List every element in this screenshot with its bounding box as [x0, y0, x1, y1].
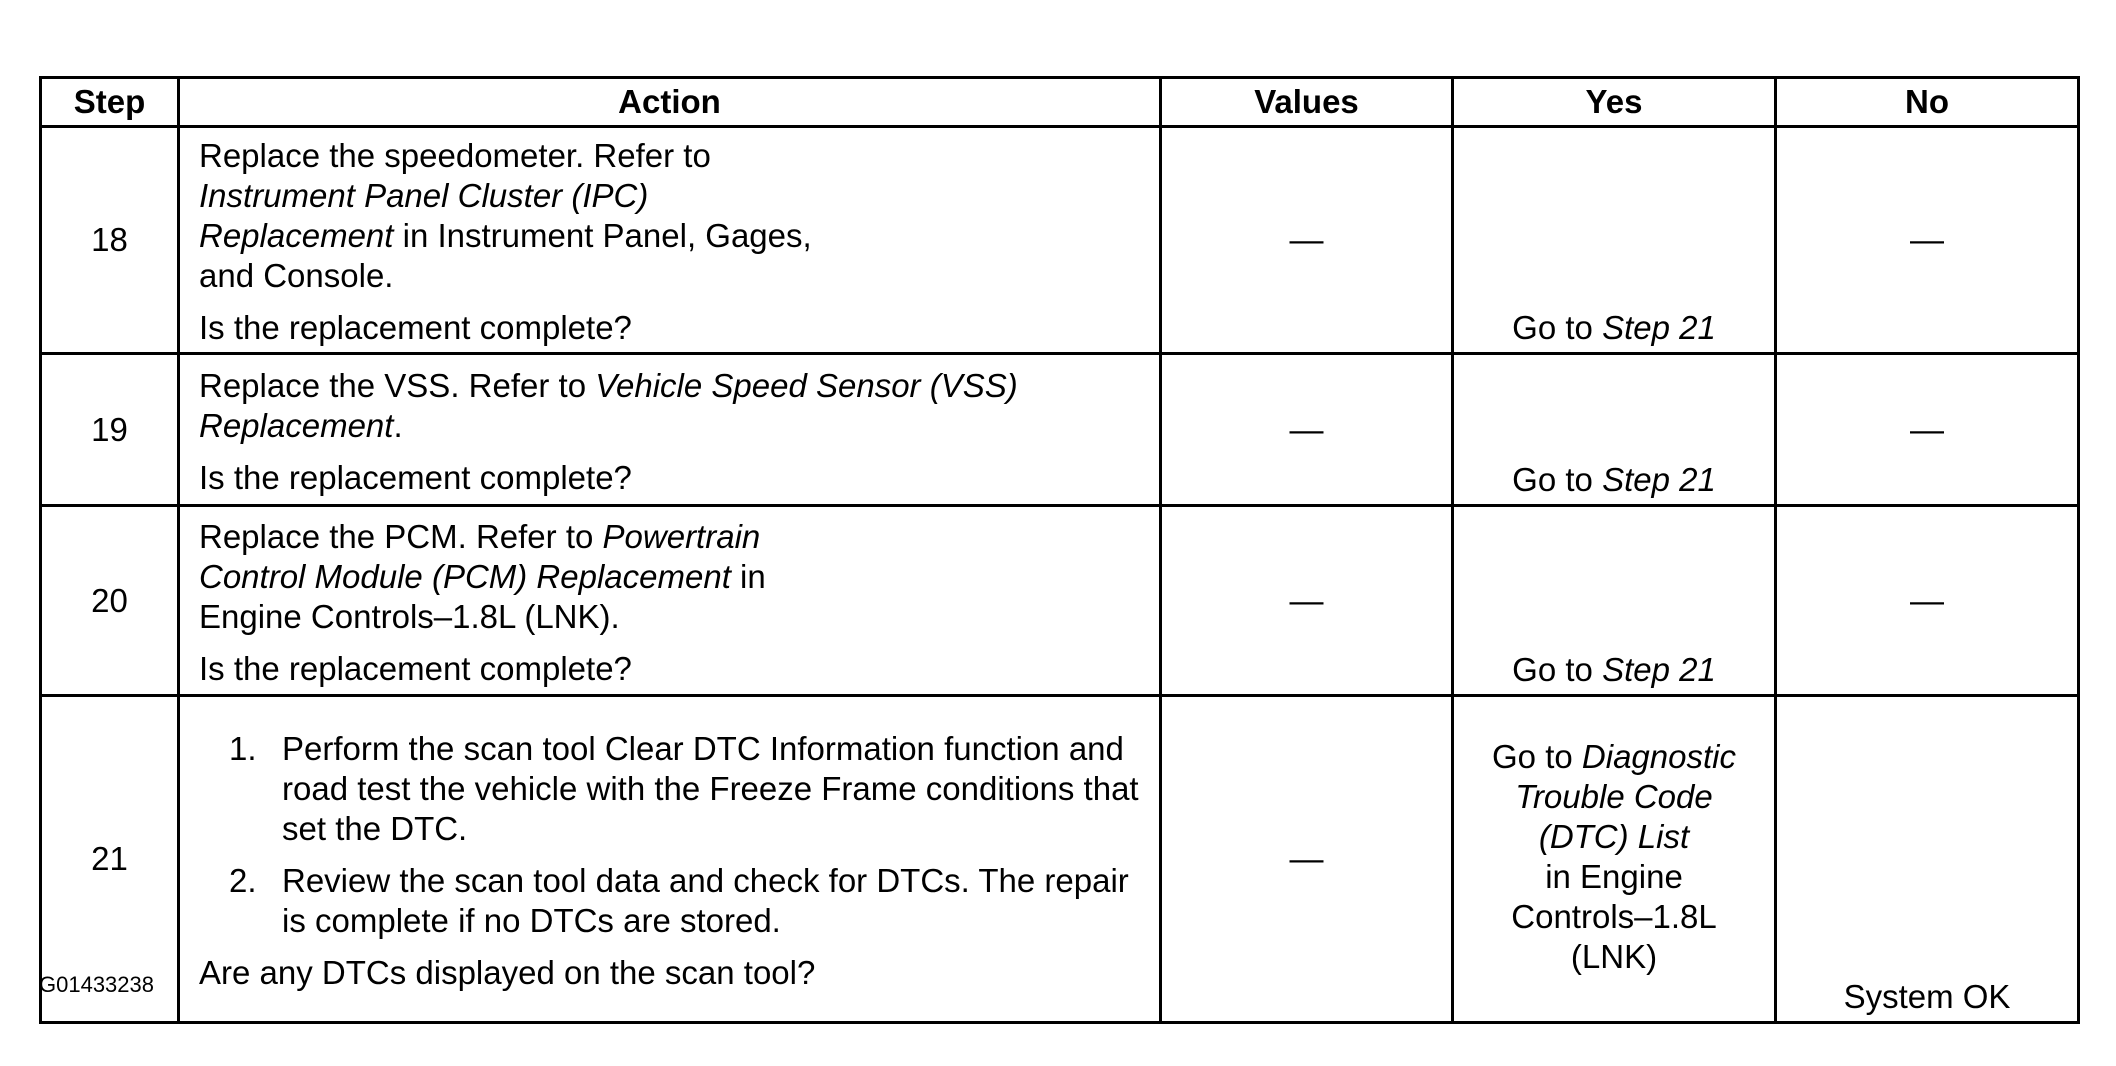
header-row: [41, 78, 2079, 127]
action-cell: [179, 354, 1161, 506]
action-question: Is the replacement complete?: [199, 458, 632, 496]
yes-list-reference: Diagnostic Trouble Code (DTC) List: [1515, 738, 1736, 855]
action-question: Is the replacement complete?: [199, 309, 632, 346]
table-row: [41, 506, 2079, 696]
action-text: Replace the VSS. Refer to Vehicle Speed Sensor (VSS) Replacement.: [199, 366, 1018, 444]
yes-step-reference: Step 21: [1602, 461, 1716, 498]
yes-reference-location: in Engine Controls–1.8L (LNK): [1511, 858, 1717, 975]
yes-cell: Go to Step 21: [1453, 354, 1776, 506]
header-no: No: [1776, 78, 2079, 127]
no-cell: —: [1776, 506, 2079, 696]
substep-item: 2. Review the scan tool data and check for DTCs. The repair is complete if no DTCs are stored.: [229, 862, 1129, 939]
action-reference: Powertrain Control Module (PCM) Replacement: [199, 517, 761, 595]
no-cell: System OK: [1776, 696, 2079, 1023]
values-cell: —: [1161, 354, 1453, 506]
header-action: Action: [179, 78, 1161, 127]
header-yes: Yes: [1453, 78, 1776, 127]
values-cell: —: [1161, 127, 1453, 354]
step-number: 20: [41, 506, 179, 696]
header-step: Step: [41, 78, 179, 127]
substep-item: 1. Perform the scan tool Clear DTC Information function and road test the vehicle with the Freeze Frame conditions that set the DTC.: [229, 730, 1139, 847]
yes-cell: Go to Step 21: [1453, 506, 1776, 696]
header-values: Values: [1161, 78, 1453, 127]
substep-list: [199, 729, 1149, 941]
step-number: 18: [41, 127, 179, 354]
action-text: Replace the speedometer. Refer to Instrument Panel Cluster (IPC) Replacement in Instrument Panel, Gages, and Console.: [199, 137, 812, 294]
table-row: [41, 354, 2079, 506]
values-cell: —: [1161, 696, 1453, 1023]
yes-cell: Go to Diagnostic Trouble Code (DTC) List in Engine Controls–1.8L (LNK): [1453, 696, 1776, 1023]
figure-code: G01433238: [39, 972, 154, 997]
action-reference: Instrument Panel Cluster (IPC) Replacement: [199, 177, 649, 254]
action-cell: [179, 506, 1161, 696]
action-question: Is the replacement complete?: [199, 649, 632, 687]
yes-step-reference: Step 21: [1602, 309, 1716, 346]
no-cell: —: [1776, 127, 2079, 354]
action-cell: [179, 696, 1161, 1023]
yes-cell: Go to Step 21: [1453, 127, 1776, 354]
step-number: 21: [41, 696, 179, 1023]
table-row: [41, 696, 2079, 1023]
action-reference: Vehicle Speed Sensor (VSS) Replacement: [199, 366, 1018, 444]
action-cell: [179, 127, 1161, 354]
step-number: 19: [41, 354, 179, 506]
table-row: [41, 127, 2079, 354]
no-cell: —: [1776, 354, 2079, 506]
values-cell: —: [1161, 506, 1453, 696]
diagnostic-table: [39, 76, 2080, 1024]
yes-step-reference: Step 21: [1602, 651, 1716, 688]
action-text: Replace the PCM. Refer to Powertrain Control Module (PCM) Replacement in Engine Controls–1.8L (LNK).: [199, 517, 766, 635]
action-question: Are any DTCs displayed on the scan tool?: [199, 954, 816, 991]
